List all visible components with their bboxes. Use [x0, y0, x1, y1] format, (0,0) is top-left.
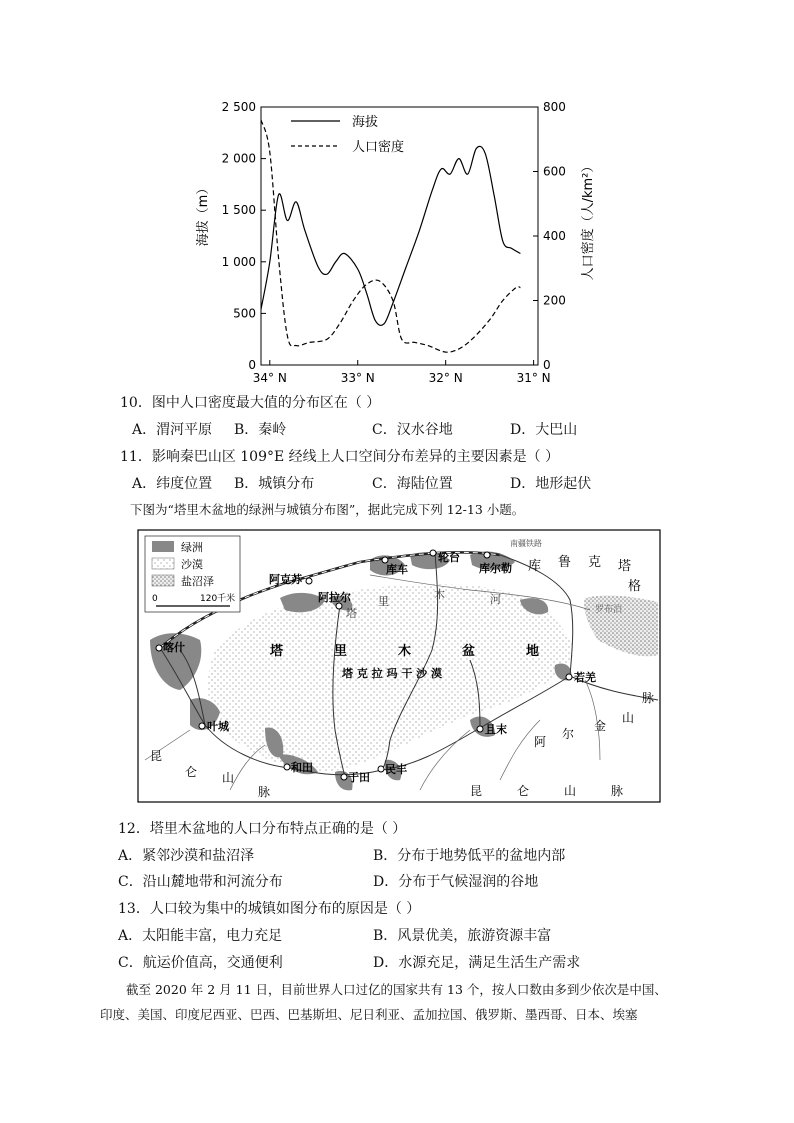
basin-char-3: 木 — [398, 644, 412, 659]
kuruktag-1: 库 — [528, 559, 542, 574]
question-10-option-a[interactable]: A．渭河平原 — [132, 422, 213, 438]
kunlun-s-1: 昆 — [470, 784, 483, 798]
question-13-option-a[interactable]: A．太阳能丰富，电力充足 — [118, 928, 283, 944]
question-12-stem: 12．塔里木盆地的人口分布特点正确的是（ ） — [118, 821, 407, 837]
left-axis — [222, 100, 266, 372]
question-12-option-d[interactable]: D．分布于气候湿润的谷地 — [373, 874, 539, 890]
question-10-option-d[interactable]: D．大巴山 — [510, 422, 578, 438]
city-hotan: 和田 — [291, 761, 313, 774]
city-yutian: 于田 — [348, 771, 370, 784]
y-right-tick-label: 800 — [543, 100, 566, 114]
legend-density-label: 人口密度 — [352, 140, 405, 155]
x-tick-label: 33° N — [340, 371, 375, 385]
y-left-tick-label: 1 000 — [221, 254, 256, 269]
basin-char-5: 地 — [526, 644, 540, 659]
question-10-option-c[interactable]: C．汉水谷地 — [372, 422, 453, 438]
scale-zero: 0 — [152, 594, 158, 604]
y-left-tick-label: 0 — [248, 358, 256, 372]
question-13-stem: 13．人口较为集中的城镇如图分布的原因是（ ） — [118, 901, 421, 917]
question-13-option-d[interactable]: D．水源充足，满足生活生产需求 — [373, 955, 581, 971]
city-korla: 库尔勒 — [479, 562, 512, 575]
kunlun-sw-2: 仑 — [185, 765, 198, 779]
river-char-2: 里 — [378, 595, 389, 608]
railway-label: 南疆铁路 — [510, 539, 542, 548]
legend-oasis-label: 绿洲 — [181, 541, 203, 554]
question-11-option-d[interactable]: D．地形起伏 — [510, 476, 592, 492]
basin-char-1: 塔 — [270, 644, 284, 659]
question-10-option-b[interactable]: B．秦岭 — [234, 422, 287, 438]
desert-label: 塔 克 拉 玛 干 沙 漠 — [342, 667, 442, 680]
y-left-tick-label: 1 500 — [221, 203, 256, 218]
question-12-option-b[interactable]: B．分布于地势低平的盆地内部 — [373, 848, 566, 864]
city-qiemo: 且末 — [485, 723, 507, 736]
altun-5: 脉 — [642, 691, 655, 705]
altun-1: 阿 — [534, 735, 547, 749]
city-yecheng: 叶城 — [207, 720, 229, 733]
kunlun-sw-4: 脉 — [258, 785, 271, 799]
intro-12-13: 下图为“塔里木盆地的绿洲与城镇分布图”，据此完成下列 12-13 小题。 — [130, 502, 525, 517]
question-11-stem: 11．影响秦巴山区 109°E 经线上人口空间分布差异的主要因素是（ ） — [120, 449, 560, 465]
city-kuqa: 库车 — [386, 563, 408, 576]
question-11-option-a[interactable]: A．纬度位置 — [132, 476, 213, 492]
river-char-1: 塔 — [346, 607, 357, 620]
basin-char-4: 盆 — [462, 644, 476, 659]
question-11-option-b[interactable]: B．城镇分布 — [234, 476, 315, 492]
legend-salt-swatch — [152, 575, 174, 586]
y-right-axis-label: 人口密度（人/km²） — [581, 159, 596, 281]
altun-4: 山 — [622, 711, 635, 725]
x-tick-label: 34° N — [252, 371, 287, 385]
tarim-basin-map — [137, 529, 661, 803]
altun-3: 金 — [594, 719, 607, 733]
city-luntai: 轮台 — [438, 551, 460, 564]
x-tick-label: 32° N — [428, 371, 463, 385]
x-axis — [253, 360, 551, 385]
y-right-tick-label: 200 — [543, 293, 566, 308]
y-left-tick-label: 2 000 — [221, 151, 256, 166]
basin-char-2: 里 — [334, 644, 348, 659]
city-minfeng: 民丰 — [385, 763, 407, 776]
river-char-3: 木 — [434, 588, 445, 601]
kuruktag-4: 塔 — [618, 559, 632, 574]
question-13-option-c[interactable]: C．航运价值高，交通便利 — [118, 955, 283, 971]
elevation-density-chart — [190, 98, 596, 390]
passage-line-2: 印度、美国、印度尼西亚、巴西、巴基斯坦、尼日利亚、孟加拉国、俄罗斯、墨西哥、日本、埃塞 — [100, 1007, 638, 1022]
altun-2: 尔 — [562, 727, 575, 741]
y-left-axis-label: 海拔（m） — [196, 181, 211, 247]
legend-oasis-swatch — [152, 541, 174, 552]
legend-desert-swatch — [152, 558, 174, 569]
city-kashgar: 喀什 — [163, 641, 185, 654]
kunlun-s-3: 山 — [564, 784, 577, 798]
kuruktag-5: 格 — [628, 579, 642, 594]
question-13-option-b[interactable]: B．风景优美，旅游资源丰富 — [373, 928, 552, 944]
kunlun-s-4: 脉 — [611, 784, 624, 798]
city-ruoqiang: 若羌 — [574, 671, 596, 684]
scale-length: 120千米 — [200, 594, 236, 604]
legend-salt-label: 盐沼泽 — [181, 575, 214, 588]
question-12-option-a[interactable]: A．紧邻沙漠和盐沼泽 — [118, 848, 255, 864]
lake-label: 罗布泊 — [595, 605, 623, 615]
river-char-4: 河 — [490, 593, 501, 606]
kuruktag-2: 鲁 — [558, 555, 572, 570]
kunlun-sw-1: 昆 — [150, 749, 163, 763]
kuruktag-3: 克 — [588, 555, 602, 570]
x-tick-label: 31° N — [516, 371, 551, 385]
y-left-tick-label: 2 500 — [221, 100, 256, 114]
question-12-option-c[interactable]: C．沿山麓地带和河流分布 — [118, 874, 283, 890]
kunlun-sw-3: 山 — [222, 771, 235, 785]
y-right-tick-label: 400 — [543, 229, 566, 243]
y-left-tick-label: 500 — [233, 306, 256, 321]
city-aksu: 阿克苏 — [269, 573, 302, 586]
y-right-tick-label: 600 — [543, 164, 566, 179]
legend-desert-label: 沙漠 — [181, 558, 203, 571]
legend-elevation-label: 海拔 — [352, 115, 379, 130]
kunlun-s-2: 仑 — [517, 784, 530, 798]
city-alar: 阿拉尔 — [318, 591, 351, 604]
elevation-series-line — [261, 146, 520, 325]
question-11-option-c[interactable]: C．海陆位置 — [372, 476, 453, 492]
question-10-stem: 10．图中人口密度最大值的分布区在（ ） — [120, 395, 381, 411]
passage-line-1: 截至 2020 年 2 月 11 日，目前世界人口过亿的国家共有 13 个，按人口数由多到少依次是中国、 — [126, 982, 667, 997]
y-right-tick-label: 0 — [543, 358, 551, 372]
